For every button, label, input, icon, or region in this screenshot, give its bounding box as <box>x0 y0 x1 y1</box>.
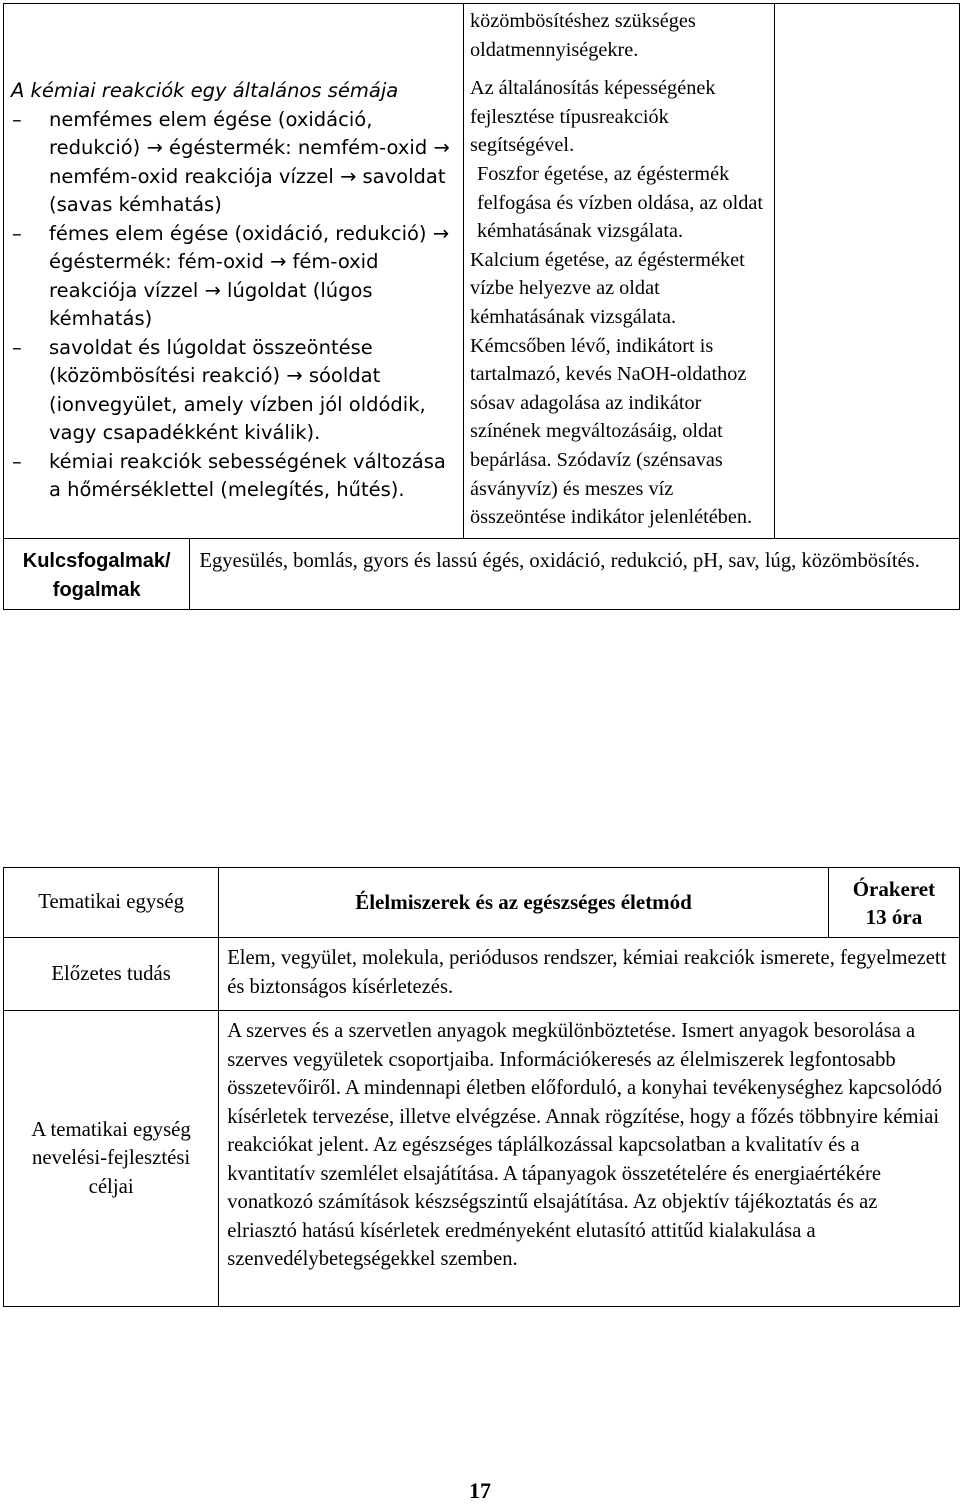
schema-item: – kémiai reakciók sebességének változása a hőmérséklettel (melegítés, hűtés). <box>11 448 459 505</box>
goals-label-line: nevelési-fejlesztési <box>32 1146 191 1170</box>
table2-row-prior <box>4 938 960 1011</box>
goals-label-line: céljai <box>88 1174 134 1198</box>
schema-item: – nemfémes elem égése (oxidáció, redukció) → égéstermék: nemfém-oxid → nemfém-oxid reakciója vízzel → savoldat (savas kémhatás) <box>11 106 459 220</box>
schema-list <box>11 106 459 505</box>
key-concepts-label-line: fogalmak <box>52 578 141 601</box>
page-number: 17 <box>469 1478 491 1503</box>
activity-text: Kalcium égetése, az égésterméket vízbe helyezve az oldat kémhatásának vizsgálata. <box>469 248 745 328</box>
key-concepts-text: Egyesülés, bomlás, gyors és lassú égés, oxidáció, redukció, pH, sav, lúg, közömbösítés. <box>190 538 960 609</box>
hours-value: 13 óra <box>865 904 923 929</box>
curriculum-table-food-and-health <box>3 867 960 1307</box>
thematic-unit-label: Tematikai egység <box>4 868 219 938</box>
table1-row-content <box>4 4 960 539</box>
goals-text: A szerves és a szervetlen anyagok megkülönböztetése. Ismert anyagok besorolása a szerves vegyületek csoportjaiba. Információkeresés az élelmiszerek legfontosabb összetevőiről. A mindennapi életben előforduló, a konyhai tevékenységhez kapcsolódó kísérletek tervezése, illetve elvégzése. Annak rögzítése, hogy a főzés többnyire kémiai reakciókat jelent. Az egészséges táplálkozással kapcsolatban a kvalitatív és a kvantitatív szemlélet elsajátítása. A tápanyagok összetételére és energiaértékére vonatkozó számítások készségszintű elsajátítása. Az objektív tájékoztatás és az elriasztó hatású kísérletek eredményeként elutasító attitűd kialakulása a szenvedélybetegségekkel szemben. <box>219 1011 960 1307</box>
goals-label <box>4 1011 219 1307</box>
curriculum-table-chemical-reactions <box>3 3 960 610</box>
schema-item: – fémes elem égése (oxidáció, redukció) → égéstermék: fém-oxid → fém-oxid reakciója vízzel → lúgoldat (lúgos kémhatás) <box>11 220 459 334</box>
prior-knowledge-label: Előzetes tudás <box>4 938 219 1011</box>
schema-title: A kémiai reakciók egy általános sémája <box>11 79 399 102</box>
schema-item: – savoldat és lúgoldat összeöntése (közömbösítési reakció) → sóoldat (ionvegyület, amely vízben jól oldódik, vagy csapadékként kiválik). <box>11 334 459 448</box>
activity-text: Foszfor égetése, az égéstermék felfogása és vízben oldása, az oldat kémhatásának vizsgálata. <box>476 162 764 243</box>
reaction-schema-cell <box>4 4 464 539</box>
hours-cell <box>828 868 959 938</box>
prior-knowledge-text: Elem, vegyület, molekula, periódusos rendszer, kémiai reakciók ismerete, fegyelmezett és biztonságos kísérletezés. <box>219 938 960 1011</box>
goals-label-line: A tematikai egység <box>31 1117 191 1141</box>
table2-row-header <box>4 868 960 938</box>
hours-label: Órakeret <box>852 876 936 901</box>
empty-cell <box>775 4 960 539</box>
activities-cell <box>463 4 774 539</box>
key-concepts-label <box>4 538 190 609</box>
thematic-unit-title: Élelmiszerek és az egészséges életmód <box>219 868 829 938</box>
activity-text: Kémcsőben lévő, indikátort is tartalmazó, kevés NaOH-oldathoz sósav adagolása az indikátor színének megváltozásáig, oldat bepárlása. Szódavíz (szénsavas ásványvíz) és meszes víz összeöntése indikátor jelenlétében. <box>469 334 753 529</box>
key-concepts-label-line: Kulcsfogalmak/ <box>22 549 171 572</box>
table2-row-goals <box>4 1011 960 1307</box>
activity-text: Az általánosítás képességének fejlesztése típusreakciók segítségével. <box>469 77 716 157</box>
table1-row-key-concepts <box>4 538 960 609</box>
activity-text: közömbösítéshez szükséges oldatmennyiségekre. <box>469 10 696 61</box>
